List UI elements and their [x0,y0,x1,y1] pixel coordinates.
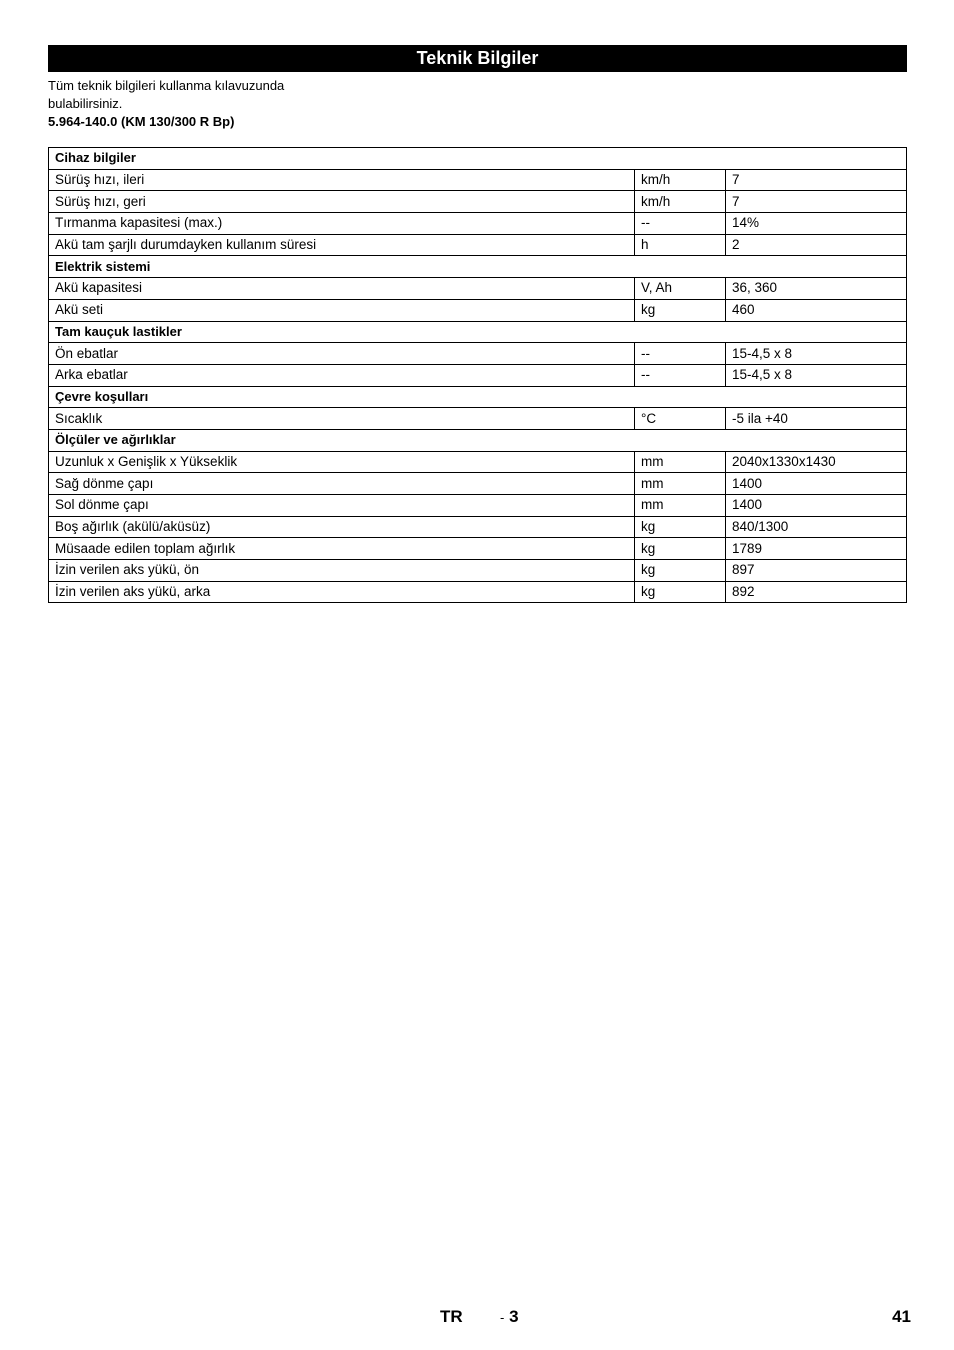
table-row [49,234,907,256]
section-header-row [49,148,907,170]
spec-name: İzin verilen aks yükü, arka [49,581,635,603]
section-header-row [49,256,907,278]
spec-unit: °C [635,408,726,430]
spec-unit: V, Ah [635,278,726,300]
section-title: Çevre koşulları [49,386,907,408]
table-row [49,538,907,560]
spec-value: -5 ila +40 [726,408,907,430]
spec-value: 2 [726,234,907,256]
table-row [49,213,907,235]
section-header-row [49,386,907,408]
spec-value: 14% [726,213,907,235]
section-title: Elektrik sistemi [49,256,907,278]
footer-section-page-number: 3 [509,1307,519,1326]
spec-value: 2040x1330x1430 [726,451,907,473]
spec-value: 1400 [726,473,907,495]
table-row [49,408,907,430]
table-row [49,495,907,517]
spec-unit: mm [635,473,726,495]
table-row [49,278,907,300]
footer-dash: - [500,1310,505,1325]
spec-value: 7 [726,191,907,213]
spec-value: 7 [726,169,907,191]
intro-text: Tüm teknik bilgileri kullanma kılavuzunda bulabilirsiniz. [48,78,285,111]
spec-value: 460 [726,299,907,321]
spec-name: Arka ebatlar [49,364,635,386]
spec-unit: mm [635,451,726,473]
spec-name: Sol dönme çapı [49,495,635,517]
spec-unit: -- [635,343,726,365]
spec-name: Akü kapasitesi [49,278,635,300]
spec-unit: h [635,234,726,256]
table-row [49,516,907,538]
spec-value: 892 [726,581,907,603]
spec-value: 897 [726,560,907,582]
spec-unit: km/h [635,169,726,191]
section-title: Tam kauçuk lastikler [49,321,907,343]
section-header-row [49,321,907,343]
spec-name: Boş ağırlık (akülü/aküsüz) [49,516,635,538]
spec-name: Müsaade edilen toplam ağırlık [49,538,635,560]
spec-name: İzin verilen aks yükü, ön [49,560,635,582]
spec-name: Sürüş hızı, ileri [49,169,635,191]
section-title: Ölçüler ve ağırlıklar [49,429,907,451]
spec-name: Ön ebatlar [49,343,635,365]
table-row [49,581,907,603]
footer-language: TR [440,1307,463,1326]
technical-data-table [48,147,907,603]
table-row [49,191,907,213]
table-row [49,169,907,191]
spec-name: Akü tam şarjlı durumdayken kullanım süresi [49,234,635,256]
spec-unit: -- [635,213,726,235]
footer-section-page [500,1307,519,1327]
spec-unit: kg [635,581,726,603]
spec-value: 840/1300 [726,516,907,538]
table-body [49,148,907,603]
spec-unit: kg [635,516,726,538]
spec-unit: kg [635,299,726,321]
page-title: Teknik Bilgiler [48,45,907,72]
spec-unit: mm [635,495,726,517]
spec-unit: kg [635,538,726,560]
spec-name: Tırmanma kapasitesi (max.) [49,213,635,235]
spec-value: 36, 360 [726,278,907,300]
table-row [49,299,907,321]
model-number: 5.964-140.0 (KM 130/300 R Bp) [48,114,235,129]
table-row [49,560,907,582]
table-row [49,473,907,495]
footer-page-number: 41 [892,1307,911,1326]
spec-name: Uzunluk x Genişlik x Yükseklik [49,451,635,473]
spec-value: 15-4,5 x 8 [726,343,907,365]
spec-value: 15-4,5 x 8 [726,364,907,386]
spec-unit: km/h [635,191,726,213]
section-title: Cihaz bilgiler [49,148,907,170]
spec-unit: kg [635,560,726,582]
spec-name: Sürüş hızı, geri [49,191,635,213]
spec-name: Sağ dönme çapı [49,473,635,495]
spec-unit: -- [635,364,726,386]
spec-value: 1789 [726,538,907,560]
section-header-row [49,429,907,451]
spec-name: Sıcaklık [49,408,635,430]
spec-name: Akü seti [49,299,635,321]
table-row [49,364,907,386]
table-row [49,343,907,365]
table-row [49,451,907,473]
spec-value: 1400 [726,495,907,517]
